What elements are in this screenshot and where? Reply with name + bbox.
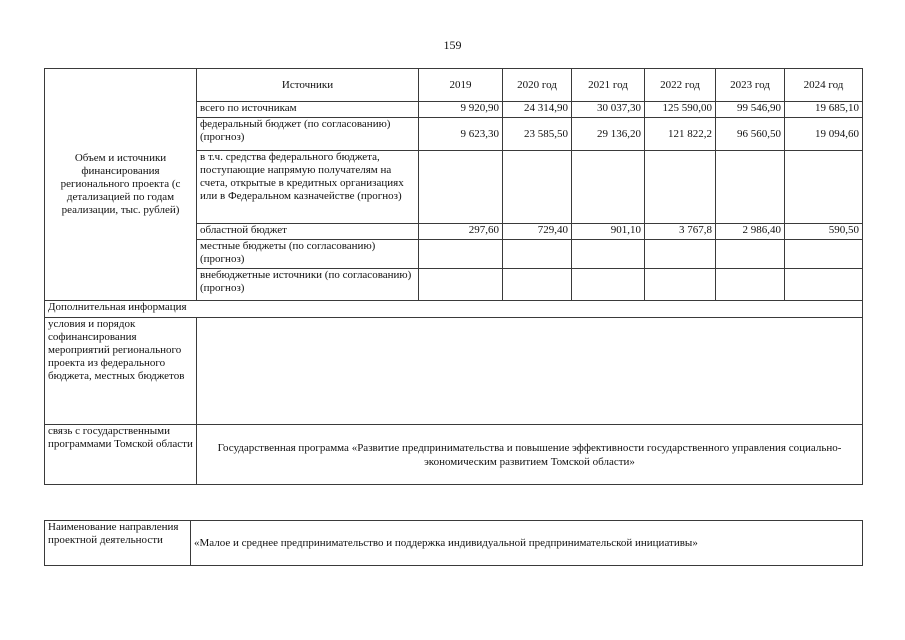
value-cell: 99 546,90 xyxy=(716,102,785,118)
direction-label: Наименование направления проектной деятельности xyxy=(45,521,191,566)
value-cell: 2 986,40 xyxy=(716,224,785,240)
program-link-label: связь с государственными программами Томской области xyxy=(45,425,197,485)
value-cell: 3 767,8 xyxy=(645,224,716,240)
value-cell xyxy=(419,269,503,301)
value-cell: 590,50 xyxy=(785,224,863,240)
header-2023: 2023 год xyxy=(716,69,785,102)
header-row xyxy=(45,69,863,102)
header-sources: Источники xyxy=(197,69,419,102)
source-total: всего по источникам xyxy=(197,102,419,118)
value-cell xyxy=(785,269,863,301)
source-federal-direct: в т.ч. средства федерального бюджета, поступающие напрямую получателям на счета, открытые в кредитных организациях или в Федеральном казначействе (прогноз) xyxy=(197,151,419,224)
value-cell xyxy=(785,151,863,224)
header-2019: 2019 xyxy=(419,69,503,102)
value-cell: 96 560,50 xyxy=(716,118,785,151)
value-cell: 901,10 xyxy=(572,224,645,240)
value-cell xyxy=(503,151,572,224)
finance-table xyxy=(44,68,863,485)
value-cell: 23 585,50 xyxy=(503,118,572,151)
source-regional: областной бюджет xyxy=(197,224,419,240)
value-cell xyxy=(572,269,645,301)
header-2024: 2024 год xyxy=(785,69,863,102)
value-cell: 297,60 xyxy=(419,224,503,240)
source-local: местные бюджеты (по согласованию) (прогноз) xyxy=(197,240,419,269)
value-cell xyxy=(419,240,503,269)
value-cell xyxy=(419,151,503,224)
program-link-value: Государственная программа «Развитие предпринимательства и повышение эффективности государственного управления социально-экономическим развитием Томской области» xyxy=(197,425,863,485)
cofinancing-row xyxy=(45,318,863,425)
value-cell xyxy=(572,151,645,224)
value-cell xyxy=(645,240,716,269)
cofinancing-label: условия и порядок софинансирования мероприятий регионального проекта из федерального бюджета, местных бюджетов xyxy=(45,318,197,425)
page-number: 159 xyxy=(443,38,462,52)
value-cell: 19 685,10 xyxy=(785,102,863,118)
header-2021: 2021 год xyxy=(572,69,645,102)
finance-row-label: Объем и источники финансирования регионального проекта (с детализацией по годам реализации, тыс. рублей) xyxy=(45,69,197,301)
value-cell xyxy=(716,240,785,269)
value-cell: 9 920,90 xyxy=(419,102,503,118)
value-cell xyxy=(716,151,785,224)
additional-info-heading: Дополнительная информация xyxy=(45,301,863,318)
header-2022: 2022 год xyxy=(645,69,716,102)
header-2020: 2020 год xyxy=(503,69,572,102)
cofinancing-value xyxy=(197,318,863,425)
source-federal: федеральный бюджет (по согласованию) (прогноз) xyxy=(197,118,419,151)
value-cell xyxy=(503,269,572,301)
value-cell: 121 822,2 xyxy=(645,118,716,151)
value-cell xyxy=(785,240,863,269)
direction-row xyxy=(45,521,863,566)
value-cell xyxy=(716,269,785,301)
direction-value: «Малое и среднее предпринимательство и поддержка индивидуальной предпринимательской инициативы» xyxy=(191,521,863,566)
section-heading-row xyxy=(45,301,863,318)
value-cell xyxy=(572,240,645,269)
value-cell: 729,40 xyxy=(503,224,572,240)
value-cell: 19 094,60 xyxy=(785,118,863,151)
value-cell: 9 623,30 xyxy=(419,118,503,151)
value-cell: 29 136,20 xyxy=(572,118,645,151)
direction-table xyxy=(44,520,863,566)
program-link-row xyxy=(45,425,863,485)
value-cell xyxy=(645,269,716,301)
value-cell: 30 037,30 xyxy=(572,102,645,118)
value-cell xyxy=(503,240,572,269)
value-cell xyxy=(645,151,716,224)
source-extrabudgetary: внебюджетные источники (по согласованию) (прогноз) xyxy=(197,269,419,301)
value-cell: 24 314,90 xyxy=(503,102,572,118)
value-cell: 125 590,00 xyxy=(645,102,716,118)
